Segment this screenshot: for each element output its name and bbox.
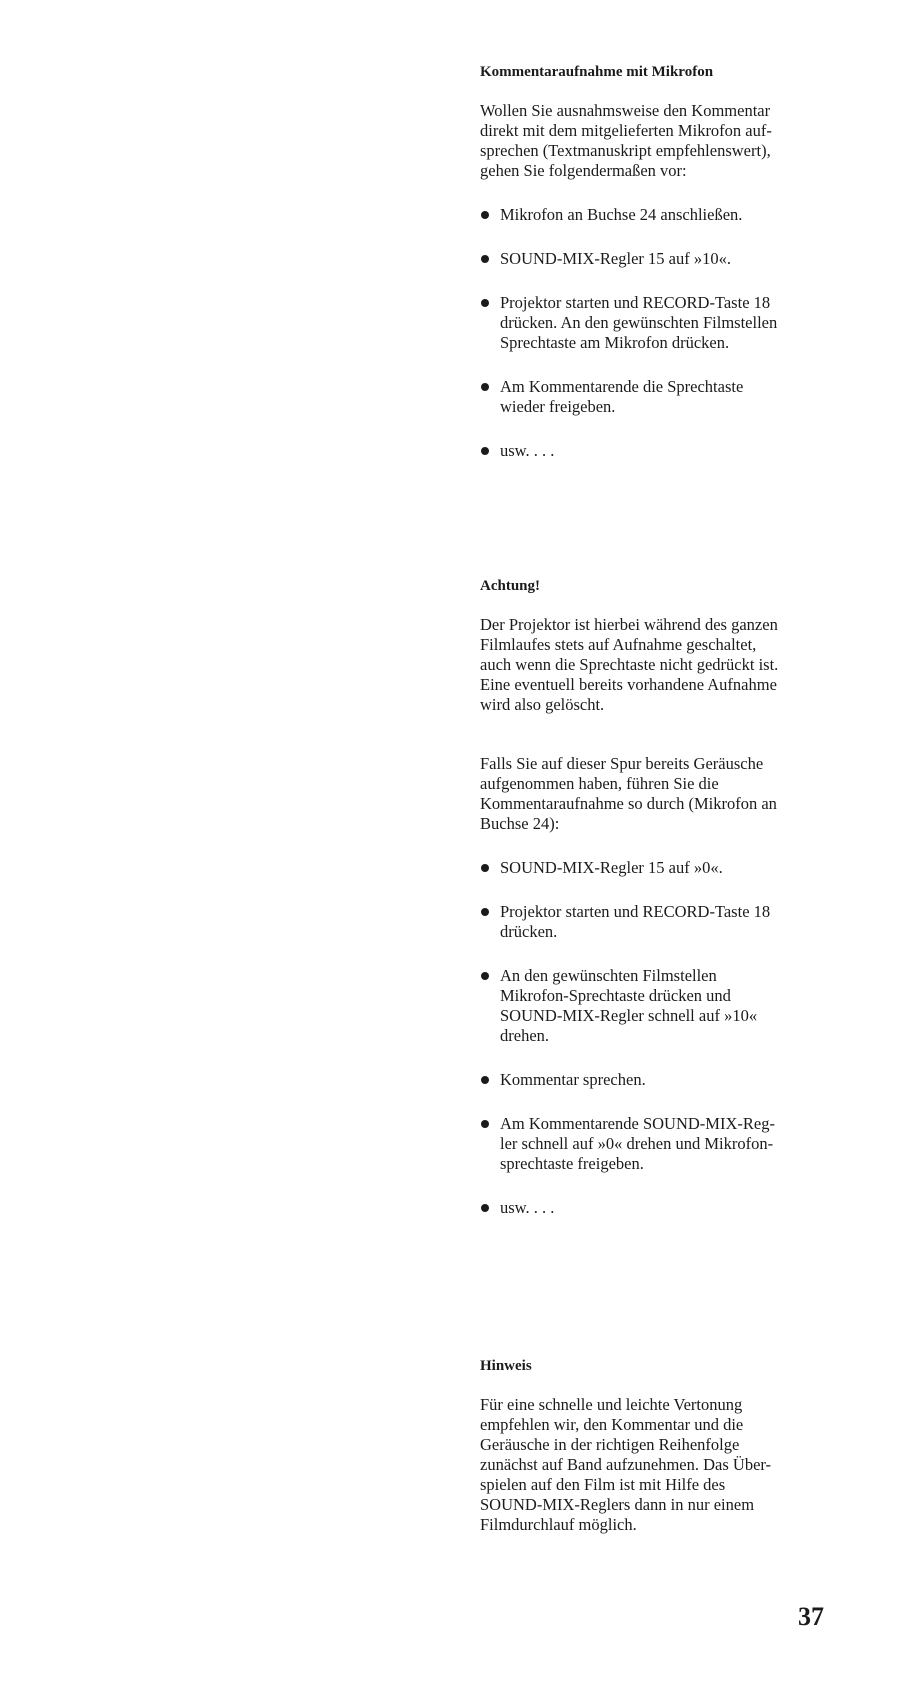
section-microphone-recording <box>480 62 820 461</box>
list-item-text: Am Kommentarende die Sprechtaste wieder freigeben. <box>500 377 744 416</box>
list-item-text: SOUND-MIX-Regler 15 auf »0«. <box>500 858 723 877</box>
bullet-icon <box>481 211 489 219</box>
list-item <box>480 205 820 225</box>
warning-paragraph: Der Projektor ist hierbei während des ganzen Filmlaufes stets auf Aufnahme geschaltet, auch wenn die Sprechtaste nicht gedrückt ist. Eine eventuell bereits vorhandene Aufnahme wird also gelöscht. <box>480 615 779 714</box>
list-item <box>480 1198 820 1218</box>
list-item <box>480 293 820 353</box>
intro-paragraph: Wollen Sie ausnahmsweise den Kommentar direkt mit dem mitgelieferten Mikrofon auf- sprechen (Textmanuskript empfehlenswert), gehen Sie folgendermaßen vor: <box>480 101 772 180</box>
list-item <box>480 249 820 269</box>
bullet-icon <box>481 864 489 872</box>
list-item-text: Am Kommentarende SOUND-MIX-Reg- ler schnell auf »0« drehen und Mikrofon- sprechtaste freigeben. <box>500 1114 775 1173</box>
list-item-text: usw. . . . <box>500 441 555 460</box>
list-item-text: An den gewünschten Filmstellen Mikrofon-Sprechtaste drücken und SOUND-MIX-Regler schnell auf »10« drehen. <box>500 966 758 1045</box>
list-item <box>480 1114 820 1174</box>
bullet-icon <box>481 1076 489 1084</box>
list-item-text: usw. . . . <box>500 1198 555 1217</box>
bullet-icon <box>481 972 489 980</box>
step-list <box>480 205 820 461</box>
list-item <box>480 1070 820 1090</box>
list-item-text: Mikrofon an Buchse 24 anschließen. <box>500 205 743 224</box>
bullet-icon <box>481 1120 489 1128</box>
bullet-icon <box>481 447 489 455</box>
list-item <box>480 377 820 417</box>
bullet-icon <box>481 255 489 263</box>
list-item-text: Kommentar sprechen. <box>500 1070 646 1089</box>
bullet-icon <box>481 1204 489 1212</box>
bullet-icon <box>481 299 489 307</box>
list-item-text: Projektor starten und RECORD-Taste 18 drücken. <box>500 902 771 941</box>
section-attention <box>480 576 820 1218</box>
bullet-icon <box>481 383 489 391</box>
section-heading: Hinweis <box>480 1358 532 1374</box>
list-item-text: Projektor starten und RECORD-Taste 18 drücken. An den gewünschten Filmstellen Sprechtaste am Mikrofon drücken. <box>500 293 778 352</box>
bullet-icon <box>481 908 489 916</box>
list-item-text: SOUND-MIX-Regler 15 auf »10«. <box>500 249 731 268</box>
note-paragraph: Für eine schnelle und leichte Vertonung empfehlen wir, den Kommentar und die Geräusche in der richtigen Reihenfolge zunächst auf Band aufzunehmen. Das Über- spielen auf den Film ist mit Hilfe des SOUND-MIX-Reglers dann in nur einem Filmdurchlauf möglich. <box>480 1395 772 1534</box>
list-item <box>480 902 820 942</box>
step-list <box>480 858 820 1218</box>
section-note <box>480 1356 820 1535</box>
page-number: 37 <box>798 1602 824 1631</box>
section-heading: Achtung! <box>480 578 541 594</box>
list-item <box>480 966 820 1046</box>
list-item <box>480 441 820 461</box>
existing-sound-paragraph: Falls Sie auf dieser Spur bereits Geräusche aufgenommen haben, führen Sie die Kommentaraufnahme so durch (Mikrofon an Buchse 24): <box>480 754 777 833</box>
list-item <box>480 858 820 878</box>
section-heading: Kommentaraufnahme mit Mikrofon <box>480 64 714 80</box>
